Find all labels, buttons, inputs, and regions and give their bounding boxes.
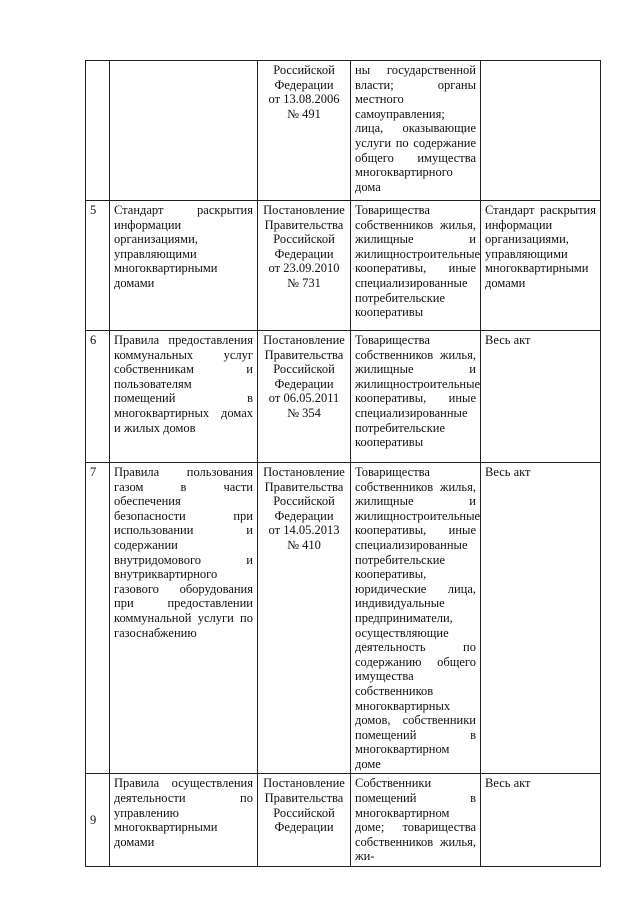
act-document: Российской Федерации от 13.08.2006 № 491 [258,61,351,201]
act-scope: Весь акт [481,463,601,774]
act-name: Правила пользования газом в части обеспечения безопасности при использовании и содержании внутридомового и внутриквартирного газового оборудования при предоставлении коммунальной услуги по газоснабжению [110,463,258,774]
row-number: 9 [86,774,110,867]
table-row [86,331,601,463]
table-row [86,463,601,774]
act-name: Правила осуществления деятельности по управлению многоквартирными домами [110,774,258,867]
act-subjects: Товарищества собственников жилья, жилищные и жилищностроительные кооперативы, иные специализированные потребительские кооперативы, юридические лица, индивидуальные предприниматели, осуществляющие деятельность по содержанию общего имущества собственников многоквартирных домов, собственники помещений в многоквартирном доме [351,463,481,774]
act-document: Постановление Правительства Российской Федерации от 23.09.2010 № 731 [258,201,351,331]
table-row [86,774,601,867]
row-number [86,61,110,201]
row-number: 5 [86,201,110,331]
row-number: 6 [86,331,110,463]
act-name: Стандарт раскрытия информации организациями, управляющими многоквартирными домами [110,201,258,331]
act-document: Постановление Правительства Российской Федерации от 06.05.2011 № 354 [258,331,351,463]
act-name [110,61,258,201]
act-subjects: Товарищества собственников жилья, жилищные и жилищностроительные кооперативы, иные специализированные потребительские кооперативы [351,201,481,331]
act-subjects: Товарищества собственников жилья, жилищные и жилищностроительные кооперативы, иные специализированные потребительские кооперативы [351,331,481,463]
act-document: Постановление Правительства Российской Федерации [258,774,351,867]
act-scope [481,61,601,201]
act-document: Постановление Правительства Российской Федерации от 14.05.2013 № 410 [258,463,351,774]
requirements-table [85,60,601,867]
act-scope: Весь акт [481,774,601,867]
act-subjects: Собственники помещений в многоквартирном доме; товарищества собственников жилья, жи- [351,774,481,867]
act-name: Правила предоставления коммунальных услуг собственникам и пользователям помещений в многоквартирных домах и жилых домов [110,331,258,463]
table-row [86,201,601,331]
row-number: 7 [86,463,110,774]
table-row [86,61,601,201]
act-scope: Стандарт раскрытия информации организациями, управляющими многоквартирными домами [481,201,601,331]
act-scope: Весь акт [481,331,601,463]
act-subjects: ны государственной власти; органы местного самоуправления; лица, оказывающие услуги по содержание общего имущества многоквартирного дома [351,61,481,201]
